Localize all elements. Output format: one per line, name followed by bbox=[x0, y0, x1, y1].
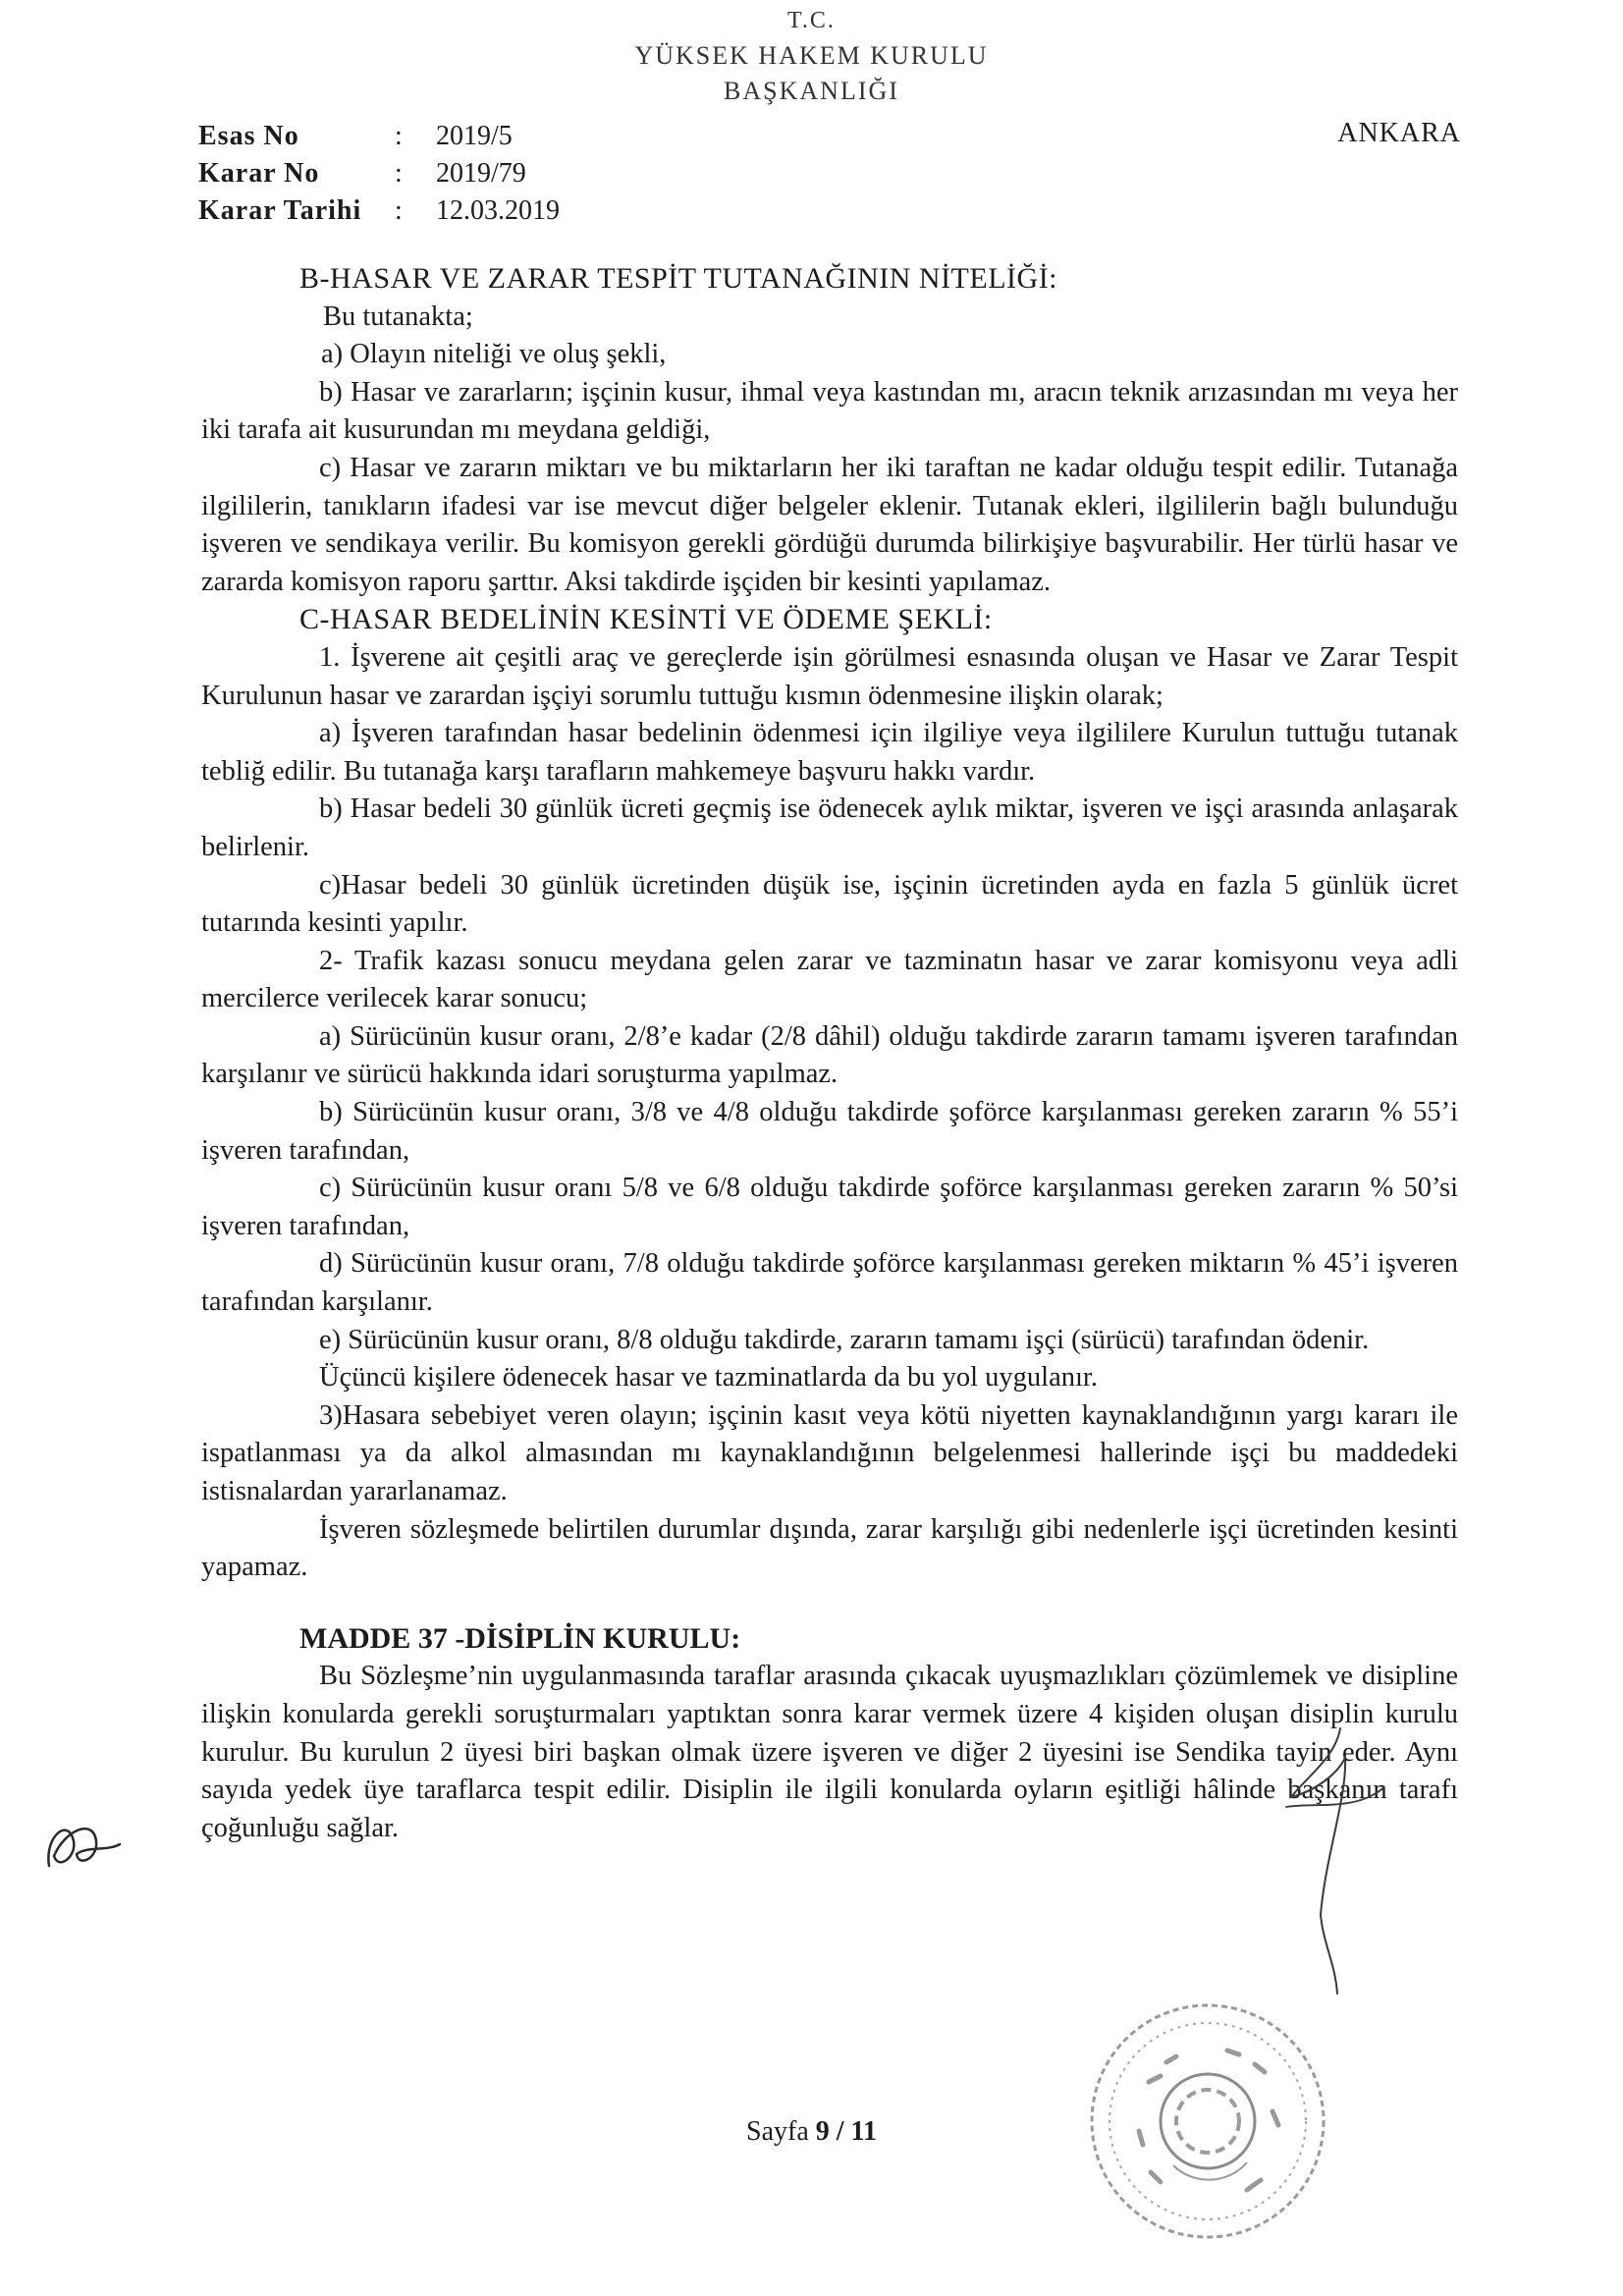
meta-row-tarih bbox=[198, 192, 560, 230]
meta-value: 2019/79 bbox=[436, 158, 526, 189]
madde-37-text: Bu Sözleşme’nin uygulanmasında taraflar arasında çıkacak uyuşmazlıkları çözümlemek ve disipline ilişkin konularda gerekli soruşturmaları yaptıktan sonra karar vermek üzere 4 kişiden oluşan disiplin kurulu kurulur. Bu kurulun 2 üyesi biri başkan olmak üzere işveren ve diğer 2 üyesini ise Sendika tayin eder. Aynı sayıda yedek üye taraflarca tespit edilir. Disiplin ile ilgili konularda oyların eşitliği hâlinde başkanın tarafı çoğunluğu sağlar. bbox=[201, 1661, 1458, 1843]
section-b-item-a: a) Olayın niteliği ve oluş şekli, bbox=[321, 339, 667, 370]
section-c-p1: 1. İşverene ait çeşitli araç ve gereçlerde işin görülmesi esnasında oluşan ve Hasar ve Zarar Tespit Kurulunun hasar ve zarardan işçiyi sorumlu tuttuğu kısmın ödenmesine ilişkin olarak; bbox=[201, 641, 1458, 711]
section-b-item-c: c) Hasar ve zararın miktarı ve bu miktarların her iki taraftan ne kadar olduğu tespit edilir. Tutanağa ilgililerin, tanıkların ifadesi var ise mevcut diğer belgeler eklenir. Tutanak ekleri, ilgililerin bağlı bulunduğu işveren ve sendikaya verilir. Bu komisyon gerekli gördüğü durumda bilirkişiye başvurabilir. Her türlü hasar ve zararda komisyon raporu şarttır. Aksi takdirde işçiden bir kesinti yapılamaz. bbox=[201, 452, 1458, 597]
section-c-p1b: b) Hasar bedeli 30 günlük ücreti geçmiş ise ödenecek aylık miktar, işveren ve işçi arasında anlaşarak belirlenir. bbox=[201, 793, 1458, 862]
section-c-p4: İşveren sözleşmede belirtilen durumlar dışında, zarar karşılığı gibi nedenlerle işçi ücretinden kesinti yapamaz. bbox=[201, 1513, 1458, 1583]
section-c-p1a: a) İşveren tarafından hasar bedelinin ödenmesi için ilgiliye veya ilgililere Kurulun tuttuğu tutanak tebliğ edilir. Bu tutanağa karşı tarafların mahkemeye başvuru hakkı vardır. bbox=[201, 718, 1458, 787]
section-c-p2c: c) Sürücünün kusur oranı 5/8 ve 6/8 olduğu takdirde şoförce karşılanması gereken zararın % 50’si işveren tarafından, bbox=[201, 1173, 1458, 1241]
meta-colon: : bbox=[395, 121, 403, 151]
meta-label: Esas No bbox=[198, 121, 299, 151]
section-c-p3: 3)Hasara sebebiyet veren olayın; işçinin kasıt veya kötü niyetten kaynaklandığının yargı kararı ile ispatlanması ya da alkol almasından mı kaynaklandığının belgelenmesi hallerinde işçi bu maddedeki istisnalardan yararlanamaz. bbox=[201, 1399, 1458, 1506]
section-c-p2f: Üçüncü kişilere ödenecek hasar ve tazminatlarda da bu yol uygulanır. bbox=[319, 1362, 1098, 1394]
handwritten-initials bbox=[39, 1797, 128, 1886]
case-meta bbox=[198, 118, 560, 230]
city: ANKARA bbox=[1337, 118, 1461, 148]
header-tc: T.C. bbox=[787, 8, 836, 33]
section-b-intro: Bu tutanakta; bbox=[323, 301, 473, 332]
section-c-p2: 2- Trafik kazası sonucu meydana gelen zarar ve tazminatın hasar ve zarar komisyonu veya adli mercilerce verilecek karar sonucu; bbox=[201, 945, 1458, 1014]
page-prefix: Sayfa bbox=[746, 2116, 809, 2147]
section-c-title: C-HASAR BEDELİNİN KESİNTİ VE ÖDEME ŞEKLİ: bbox=[299, 603, 993, 636]
meta-label: Karar No bbox=[198, 158, 320, 189]
page-number bbox=[0, 2116, 1623, 2148]
header-department: BAŞKANLIĞI bbox=[724, 77, 899, 105]
madde-37-title: MADDE 37 -DİSİPLİN KURULU: bbox=[299, 1621, 741, 1655]
section-c-p2a: a) Sürücünün kusur oranı, 2/8’e kadar (2/8 dâhil) olduğu takdirde zararın tamamı işveren tarafından karşılanır ve sürücü hakkında idari soruşturma yapılmaz. bbox=[201, 1020, 1458, 1090]
section-c-p1c: c)Hasar bedeli 30 günlük ücretinden düşük ise, işçinin ücretinden ayda en fazla 5 günlük ücret tutarında kesinti yapılır. bbox=[201, 869, 1458, 939]
section-c-p2e: e) Sürücünün kusur oranı, 8/8 olduğu takdirde, zararın tamamı işçi (sürücü) tarafından ödenir. bbox=[319, 1324, 1370, 1355]
meta-value: 12.03.2019 bbox=[436, 195, 560, 226]
meta-row-karar bbox=[198, 155, 560, 192]
meta-colon: : bbox=[395, 195, 403, 226]
page-count: 9 / 11 bbox=[815, 2116, 877, 2147]
header-institution: YÜKSEK HAKEM KURULU bbox=[634, 41, 989, 70]
signature bbox=[1267, 1719, 1404, 2003]
document-body bbox=[201, 260, 1458, 1847]
meta-colon: : bbox=[395, 158, 403, 189]
meta-label: Karar Tarihi bbox=[198, 195, 362, 226]
section-c-p2d: d) Sürücünün kusur oranı, 7/8 olduğu takdirde şoförce karşılanması gereken miktarın % 45’i işveren tarafından karşılanır. bbox=[201, 1248, 1458, 1318]
meta-row-esas bbox=[198, 118, 560, 155]
section-b-title: B-HASAR VE ZARAR TESPİT TUTANAĞININ NİTELİĞİ: bbox=[299, 262, 1058, 295]
section-b-item-b: b) Hasar ve zararların; işçinin kusur, ihmal veya kastından mı, aracın teknik arızasından mı veya her iki tarafa ait kusurundan mı meydana geldiği, bbox=[201, 376, 1458, 446]
section-c-p2b: b) Sürücünün kusur oranı, 3/8 ve 4/8 olduğu takdirde şoförce karşılanması gereken zararın % 55’i işveren tarafından, bbox=[201, 1097, 1458, 1166]
meta-value: 2019/5 bbox=[436, 121, 513, 151]
